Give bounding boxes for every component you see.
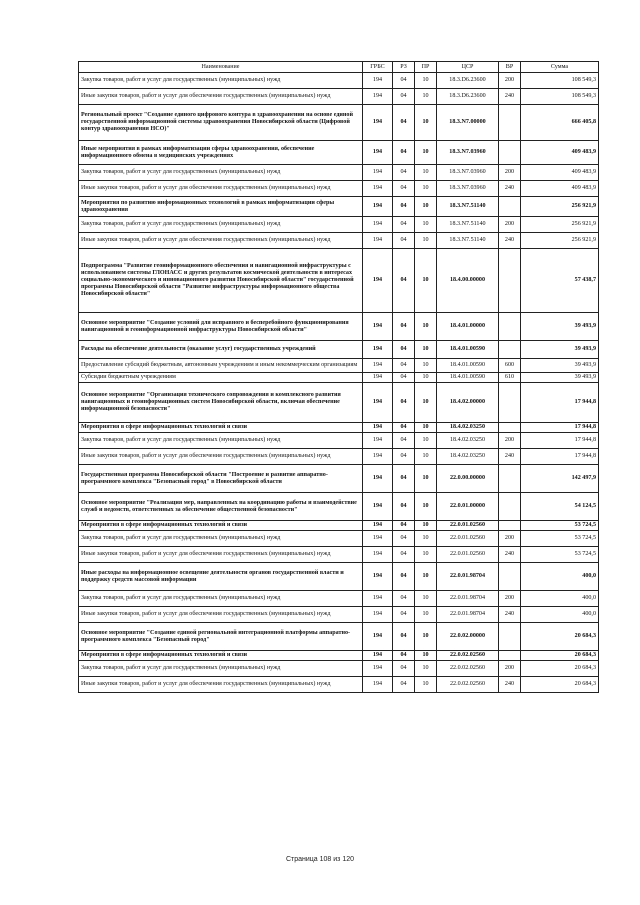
cell-grbs: 194 bbox=[363, 423, 393, 433]
cell-name: Закупка товаров, работ и услуг для государственных (муниципальных) нужд bbox=[79, 217, 363, 233]
table-row bbox=[79, 373, 599, 383]
cell-csr: 18.3.N7.51140 bbox=[437, 217, 499, 233]
cell-pr: 10 bbox=[415, 313, 437, 341]
cell-csr: 18.4.01.00590 bbox=[437, 359, 499, 373]
table-row bbox=[79, 623, 599, 651]
cell-rz: 04 bbox=[393, 217, 415, 233]
cell-sum: 17 944,8 bbox=[521, 449, 599, 465]
cell-rz: 04 bbox=[393, 197, 415, 217]
cell-rz: 04 bbox=[393, 563, 415, 591]
cell-sum: 108 549,3 bbox=[521, 89, 599, 105]
cell-vr: 240 bbox=[499, 607, 521, 623]
cell-sum: 409 483,9 bbox=[521, 181, 599, 197]
cell-name: Мероприятия в сфере информационных технологий и связи bbox=[79, 651, 363, 661]
header-vr: ВР bbox=[499, 62, 521, 73]
cell-csr: 18.4.01.00590 bbox=[437, 341, 499, 359]
table-row bbox=[79, 341, 599, 359]
cell-name: Иные закупки товаров, работ и услуг для обеспечения государственных (муниципальных) нужд bbox=[79, 607, 363, 623]
cell-sum: 17 944,8 bbox=[521, 433, 599, 449]
table-row bbox=[79, 165, 599, 181]
table-row bbox=[79, 313, 599, 341]
cell-name: Подпрограмма "Развитие геоинформационного обеспечения и навигационной инфраструктуры с использованием системы ГЛОНАСС и других результатов космической деятельности в интересах социально-экономического и инновационного развития Новосибирской области" государственной программы Новосибирской области "Развитие инфраструктуры информационного общества Новосибирской области" bbox=[79, 249, 363, 313]
table-body bbox=[79, 73, 599, 693]
cell-rz: 04 bbox=[393, 89, 415, 105]
cell-sum: 53 724,5 bbox=[521, 531, 599, 547]
cell-csr: 18.3.N7.00000 bbox=[437, 105, 499, 141]
table-row bbox=[79, 661, 599, 677]
cell-rz: 04 bbox=[393, 141, 415, 165]
cell-csr: 18.4.01.00000 bbox=[437, 313, 499, 341]
cell-rz: 04 bbox=[393, 521, 415, 531]
cell-vr: 600 bbox=[499, 359, 521, 373]
cell-sum: 409 483,9 bbox=[521, 141, 599, 165]
cell-name: Расходы на обеспечение деятельности (оказание услуг) государственных учреждений bbox=[79, 341, 363, 359]
cell-name: Иные закупки товаров, работ и услуг для обеспечения государственных (муниципальных) нужд bbox=[79, 547, 363, 563]
cell-sum: 53 724,5 bbox=[521, 547, 599, 563]
table-row bbox=[79, 531, 599, 547]
cell-sum: 256 921,9 bbox=[521, 217, 599, 233]
cell-pr: 10 bbox=[415, 249, 437, 313]
cell-rz: 04 bbox=[393, 531, 415, 547]
cell-name: Основное мероприятие "Создание единой региональной интеграционной платформы аппаратно-программного комплекса "Безопасный город" bbox=[79, 623, 363, 651]
cell-name: Иные закупки товаров, работ и услуг для обеспечения государственных (муниципальных) нужд bbox=[79, 449, 363, 465]
cell-vr bbox=[499, 465, 521, 493]
cell-csr: 22.0.01.98704 bbox=[437, 591, 499, 607]
cell-grbs: 194 bbox=[363, 493, 393, 521]
cell-vr: 200 bbox=[499, 531, 521, 547]
cell-grbs: 194 bbox=[363, 249, 393, 313]
cell-vr: 240 bbox=[499, 547, 521, 563]
table-row bbox=[79, 423, 599, 433]
cell-name: Основное мероприятие "Организация технического сопровождения и комплексного развития навигационных и геоинформационных систем Новосибирской области, включая обеспечение информационной безопасности" bbox=[79, 383, 363, 423]
cell-rz: 04 bbox=[393, 661, 415, 677]
cell-pr: 10 bbox=[415, 423, 437, 433]
cell-vr: 610 bbox=[499, 373, 521, 383]
cell-pr: 10 bbox=[415, 73, 437, 89]
cell-vr bbox=[499, 105, 521, 141]
cell-grbs: 194 bbox=[363, 547, 393, 563]
cell-sum: 256 921,9 bbox=[521, 197, 599, 217]
cell-vr: 200 bbox=[499, 73, 521, 89]
cell-pr: 10 bbox=[415, 607, 437, 623]
cell-grbs: 194 bbox=[363, 661, 393, 677]
table-row bbox=[79, 591, 599, 607]
cell-name: Государственная программа Новосибирской области "Построение и развитие аппаратно-программного комплекса "Безопасный город" в Новосибирской области bbox=[79, 465, 363, 493]
header-pr: ПР bbox=[415, 62, 437, 73]
cell-rz: 04 bbox=[393, 383, 415, 423]
cell-vr: 200 bbox=[499, 165, 521, 181]
cell-grbs: 194 bbox=[363, 181, 393, 197]
cell-vr bbox=[499, 563, 521, 591]
cell-sum: 142 497,9 bbox=[521, 465, 599, 493]
cell-csr: 22.0.01.98704 bbox=[437, 607, 499, 623]
table-row bbox=[79, 197, 599, 217]
cell-pr: 10 bbox=[415, 341, 437, 359]
table-row bbox=[79, 141, 599, 165]
cell-csr: 18.4.01.00590 bbox=[437, 373, 499, 383]
cell-csr: 18.3.N7.51140 bbox=[437, 197, 499, 217]
cell-name: Основное мероприятие "Реализация мер, направленных на координацию работы и взаимодействие служб и ведомств, ответственных за обеспечение общественной безопасности" bbox=[79, 493, 363, 521]
cell-grbs: 194 bbox=[363, 197, 393, 217]
cell-csr: 22.0.01.02560 bbox=[437, 531, 499, 547]
cell-rz: 04 bbox=[393, 433, 415, 449]
cell-rz: 04 bbox=[393, 607, 415, 623]
cell-sum: 20 684,3 bbox=[521, 623, 599, 651]
cell-name: Иные мероприятия в рамках информатизации сферы здравоохранения, обеспечение информационного обмена в медицинских учреждениях bbox=[79, 141, 363, 165]
cell-sum: 39 493,9 bbox=[521, 313, 599, 341]
cell-name: Субсидии бюджетным учреждениям bbox=[79, 373, 363, 383]
cell-csr: 18.4.02.03250 bbox=[437, 433, 499, 449]
table-row bbox=[79, 217, 599, 233]
cell-grbs: 194 bbox=[363, 591, 393, 607]
cell-name: Иные закупки товаров, работ и услуг для обеспечения государственных (муниципальных) нужд bbox=[79, 181, 363, 197]
table-row bbox=[79, 181, 599, 197]
table-row bbox=[79, 493, 599, 521]
cell-pr: 10 bbox=[415, 651, 437, 661]
cell-grbs: 194 bbox=[363, 449, 393, 465]
cell-name: Иные расходы на информационное освещение деятельности органов государственной власти и поддержку средств массовой информации bbox=[79, 563, 363, 591]
cell-name: Иные закупки товаров, работ и услуг для обеспечения государственных (муниципальных) нужд bbox=[79, 233, 363, 249]
cell-vr: 200 bbox=[499, 591, 521, 607]
cell-pr: 10 bbox=[415, 677, 437, 693]
cell-csr: 22.0.01.02560 bbox=[437, 547, 499, 563]
cell-name: Мероприятия по развитию информационных технологий в рамках информатизации сферы здравоохранения bbox=[79, 197, 363, 217]
cell-pr: 10 bbox=[415, 165, 437, 181]
cell-name: Закупка товаров, работ и услуг для государственных (муниципальных) нужд bbox=[79, 661, 363, 677]
cell-csr: 22.0.00.00000 bbox=[437, 465, 499, 493]
cell-grbs: 194 bbox=[363, 623, 393, 651]
table-row bbox=[79, 547, 599, 563]
cell-csr: 18.4.00.00000 bbox=[437, 249, 499, 313]
cell-grbs: 194 bbox=[363, 531, 393, 547]
cell-rz: 04 bbox=[393, 359, 415, 373]
cell-rz: 04 bbox=[393, 341, 415, 359]
cell-grbs: 194 bbox=[363, 313, 393, 341]
page-number: Страница 108 из 120 bbox=[285, 856, 355, 863]
cell-name: Иные закупки товаров, работ и услуг для обеспечения государственных (муниципальных) нужд bbox=[79, 89, 363, 105]
cell-name: Мероприятия в сфере информационных технологий и связи bbox=[79, 521, 363, 531]
cell-rz: 04 bbox=[393, 591, 415, 607]
cell-rz: 04 bbox=[393, 313, 415, 341]
table-row bbox=[79, 89, 599, 105]
cell-sum: 39 493,9 bbox=[521, 359, 599, 373]
table-row bbox=[79, 607, 599, 623]
cell-sum: 256 921,9 bbox=[521, 233, 599, 249]
cell-grbs: 194 bbox=[363, 651, 393, 661]
cell-pr: 10 bbox=[415, 591, 437, 607]
cell-rz: 04 bbox=[393, 181, 415, 197]
cell-grbs: 194 bbox=[363, 105, 393, 141]
cell-pr: 10 bbox=[415, 359, 437, 373]
table-row bbox=[79, 359, 599, 373]
cell-csr: 22.0.02.02560 bbox=[437, 651, 499, 661]
cell-pr: 10 bbox=[415, 197, 437, 217]
cell-grbs: 194 bbox=[363, 677, 393, 693]
cell-csr: 18.3.N7.03960 bbox=[437, 141, 499, 165]
cell-grbs: 194 bbox=[363, 217, 393, 233]
cell-grbs: 194 bbox=[363, 563, 393, 591]
cell-sum: 17 944,8 bbox=[521, 383, 599, 423]
cell-pr: 10 bbox=[415, 521, 437, 531]
budget-table bbox=[78, 61, 599, 693]
cell-sum: 409 483,9 bbox=[521, 165, 599, 181]
cell-rz: 04 bbox=[393, 493, 415, 521]
cell-vr bbox=[499, 423, 521, 433]
cell-grbs: 194 bbox=[363, 233, 393, 249]
cell-sum: 400,0 bbox=[521, 607, 599, 623]
cell-vr bbox=[499, 141, 521, 165]
cell-sum: 108 549,3 bbox=[521, 73, 599, 89]
cell-grbs: 194 bbox=[363, 73, 393, 89]
cell-grbs: 194 bbox=[363, 341, 393, 359]
cell-rz: 04 bbox=[393, 73, 415, 89]
table-row bbox=[79, 651, 599, 661]
table-row bbox=[79, 233, 599, 249]
cell-rz: 04 bbox=[393, 249, 415, 313]
cell-pr: 10 bbox=[415, 181, 437, 197]
cell-vr: 200 bbox=[499, 433, 521, 449]
table-row bbox=[79, 465, 599, 493]
cell-name: Региональный проект "Создание единого цифрового контура в здравоохранении на основе единой государственной информационной системы здравоохранения Новосибирской области (Цифровой контур здравоохранения НСО)" bbox=[79, 105, 363, 141]
cell-vr bbox=[499, 383, 521, 423]
cell-csr: 22.0.02.00000 bbox=[437, 623, 499, 651]
cell-csr: 22.0.02.02560 bbox=[437, 661, 499, 677]
table-row bbox=[79, 521, 599, 531]
cell-grbs: 194 bbox=[363, 373, 393, 383]
cell-rz: 04 bbox=[393, 233, 415, 249]
cell-sum: 54 124,5 bbox=[521, 493, 599, 521]
cell-sum: 53 724,5 bbox=[521, 521, 599, 531]
cell-rz: 04 bbox=[393, 651, 415, 661]
cell-name: Закупка товаров, работ и услуг для государственных (муниципальных) нужд bbox=[79, 591, 363, 607]
table-row bbox=[79, 677, 599, 693]
header-rz: РЗ bbox=[393, 62, 415, 73]
cell-rz: 04 bbox=[393, 547, 415, 563]
cell-csr: 22.0.01.02560 bbox=[437, 521, 499, 531]
cell-pr: 10 bbox=[415, 563, 437, 591]
header-csr: ЦСР bbox=[437, 62, 499, 73]
cell-pr: 10 bbox=[415, 433, 437, 449]
cell-pr: 10 bbox=[415, 105, 437, 141]
cell-rz: 04 bbox=[393, 449, 415, 465]
table-row bbox=[79, 73, 599, 89]
cell-pr: 10 bbox=[415, 465, 437, 493]
cell-sum: 57 438,7 bbox=[521, 249, 599, 313]
cell-name: Закупка товаров, работ и услуг для государственных (муниципальных) нужд bbox=[79, 531, 363, 547]
cell-grbs: 194 bbox=[363, 433, 393, 449]
cell-csr: 22.0.02.02560 bbox=[437, 677, 499, 693]
cell-name: Мероприятия в сфере информационных технологий и связи bbox=[79, 423, 363, 433]
cell-pr: 10 bbox=[415, 373, 437, 383]
table-header-row bbox=[79, 62, 599, 73]
cell-vr: 200 bbox=[499, 217, 521, 233]
cell-sum: 39 493,9 bbox=[521, 373, 599, 383]
cell-vr bbox=[499, 651, 521, 661]
cell-pr: 10 bbox=[415, 547, 437, 563]
cell-grbs: 194 bbox=[363, 359, 393, 373]
cell-sum: 400,0 bbox=[521, 563, 599, 591]
header-name: Наименование bbox=[79, 62, 363, 73]
cell-pr: 10 bbox=[415, 623, 437, 651]
cell-pr: 10 bbox=[415, 217, 437, 233]
cell-sum: 666 405,8 bbox=[521, 105, 599, 141]
cell-pr: 10 bbox=[415, 141, 437, 165]
cell-name: Предоставление субсидий бюджетным, автономным учреждениям и иным некоммерческим организациям bbox=[79, 359, 363, 373]
cell-rz: 04 bbox=[393, 105, 415, 141]
cell-rz: 04 bbox=[393, 623, 415, 651]
cell-vr: 240 bbox=[499, 677, 521, 693]
cell-rz: 04 bbox=[393, 677, 415, 693]
cell-csr: 18.4.02.03250 bbox=[437, 423, 499, 433]
cell-name: Закупка товаров, работ и услуг для государственных (муниципальных) нужд bbox=[79, 165, 363, 181]
table-row bbox=[79, 449, 599, 465]
cell-vr: 240 bbox=[499, 181, 521, 197]
table-row bbox=[79, 563, 599, 591]
cell-name: Основное мероприятие "Создание условий для исправного и бесперебойного функционирования навигационной и геоинформационной инфраструктуры Новосибирской области" bbox=[79, 313, 363, 341]
cell-vr bbox=[499, 623, 521, 651]
cell-sum: 20 684,3 bbox=[521, 677, 599, 693]
cell-sum: 17 944,8 bbox=[521, 423, 599, 433]
cell-csr: 18.4.02.03250 bbox=[437, 449, 499, 465]
cell-csr: 18.3.N7.51140 bbox=[437, 233, 499, 249]
cell-csr: 18.3.N7.03960 bbox=[437, 181, 499, 197]
cell-vr: 200 bbox=[499, 661, 521, 677]
cell-sum: 400,0 bbox=[521, 591, 599, 607]
cell-vr: 240 bbox=[499, 89, 521, 105]
cell-csr: 18.3.N7.03960 bbox=[437, 165, 499, 181]
cell-csr: 22.0.01.98704 bbox=[437, 563, 499, 591]
cell-vr bbox=[499, 249, 521, 313]
cell-csr: 18.4.02.00000 bbox=[437, 383, 499, 423]
cell-grbs: 194 bbox=[363, 89, 393, 105]
table-row bbox=[79, 249, 599, 313]
cell-pr: 10 bbox=[415, 383, 437, 423]
cell-vr bbox=[499, 493, 521, 521]
cell-vr bbox=[499, 197, 521, 217]
cell-csr: 18.3.D6.23600 bbox=[437, 73, 499, 89]
table-row bbox=[79, 383, 599, 423]
cell-grbs: 194 bbox=[363, 165, 393, 181]
cell-grbs: 194 bbox=[363, 521, 393, 531]
cell-rz: 04 bbox=[393, 165, 415, 181]
cell-pr: 10 bbox=[415, 89, 437, 105]
cell-vr bbox=[499, 313, 521, 341]
cell-pr: 10 bbox=[415, 661, 437, 677]
cell-name: Закупка товаров, работ и услуг для государственных (муниципальных) нужд bbox=[79, 433, 363, 449]
cell-rz: 04 bbox=[393, 423, 415, 433]
cell-sum: 39 493,9 bbox=[521, 341, 599, 359]
cell-rz: 04 bbox=[393, 373, 415, 383]
cell-grbs: 194 bbox=[363, 141, 393, 165]
cell-pr: 10 bbox=[415, 531, 437, 547]
cell-name: Иные закупки товаров, работ и услуг для обеспечения государственных (муниципальных) нужд bbox=[79, 677, 363, 693]
cell-name: Закупка товаров, работ и услуг для государственных (муниципальных) нужд bbox=[79, 73, 363, 89]
header-sum: Сумма bbox=[521, 62, 599, 73]
cell-grbs: 194 bbox=[363, 465, 393, 493]
cell-sum: 20 684,3 bbox=[521, 651, 599, 661]
header-grbs: ГРБС bbox=[363, 62, 393, 73]
cell-grbs: 194 bbox=[363, 383, 393, 423]
cell-csr: 18.3.D6.23600 bbox=[437, 89, 499, 105]
table-row bbox=[79, 105, 599, 141]
cell-pr: 10 bbox=[415, 493, 437, 521]
cell-grbs: 194 bbox=[363, 607, 393, 623]
table-row bbox=[79, 433, 599, 449]
cell-sum: 20 684,3 bbox=[521, 661, 599, 677]
cell-vr: 240 bbox=[499, 233, 521, 249]
cell-vr bbox=[499, 521, 521, 531]
cell-vr bbox=[499, 341, 521, 359]
cell-rz: 04 bbox=[393, 465, 415, 493]
cell-vr: 240 bbox=[499, 449, 521, 465]
cell-pr: 10 bbox=[415, 233, 437, 249]
cell-csr: 22.0.01.00000 bbox=[437, 493, 499, 521]
cell-pr: 10 bbox=[415, 449, 437, 465]
